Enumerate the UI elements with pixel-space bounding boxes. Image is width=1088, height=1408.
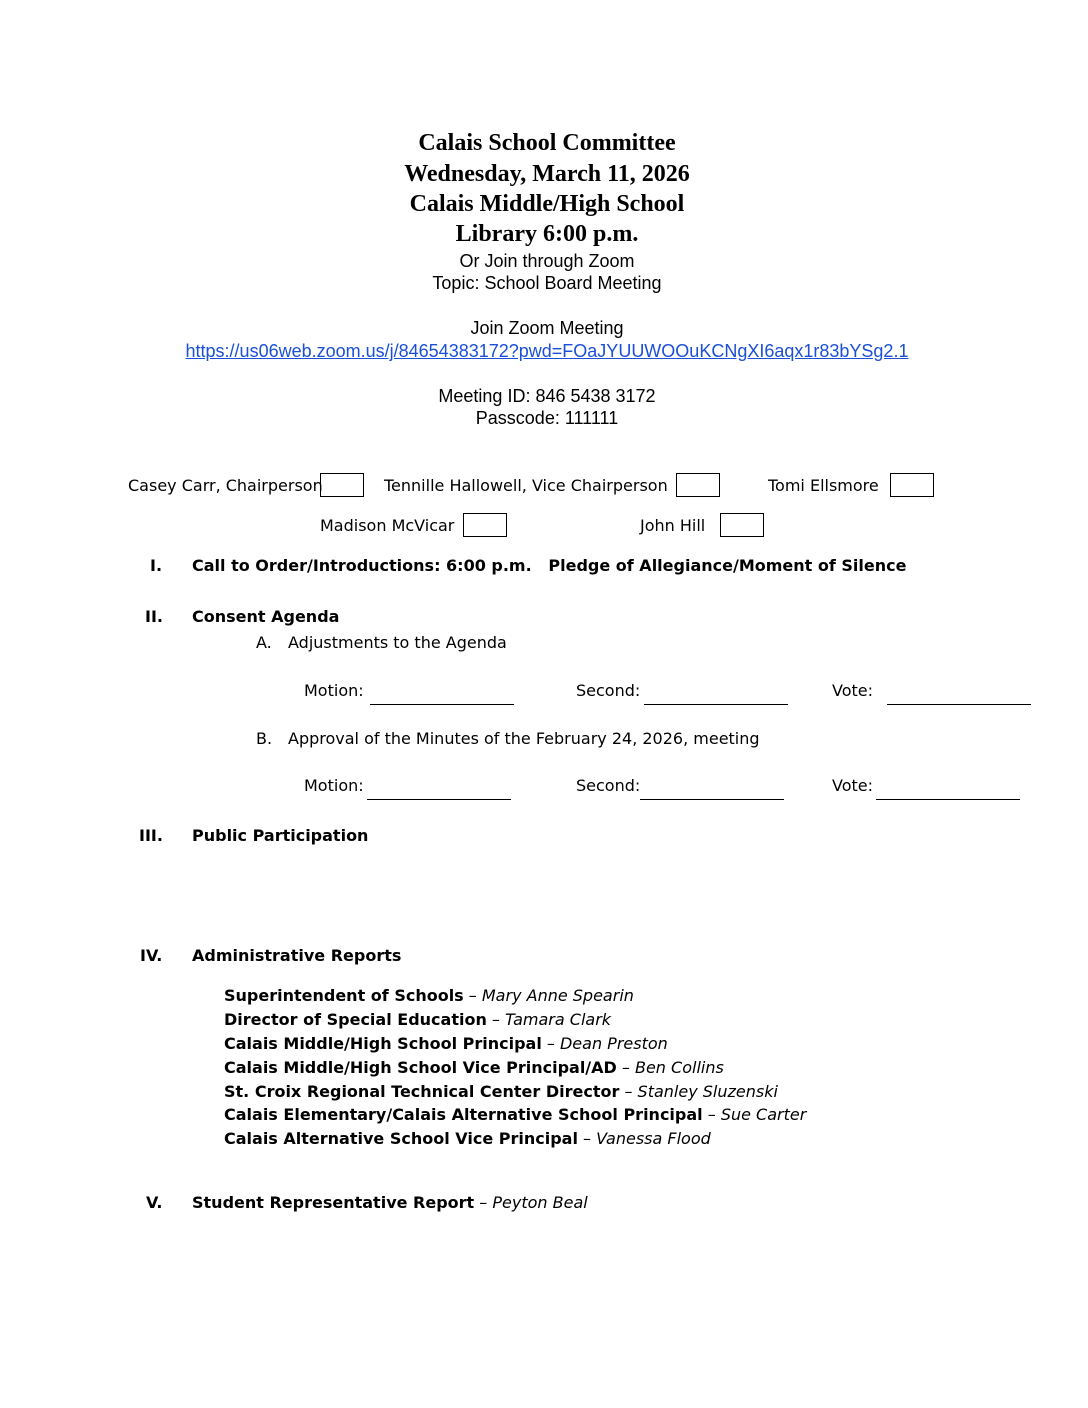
attendance-checkbox[interactable] xyxy=(890,473,934,497)
zoom-link-row xyxy=(0,340,1088,362)
agenda-number: II. xyxy=(145,607,163,626)
report-line: Calais Middle/High School Principal – Dean Preston xyxy=(224,1034,668,1053)
attendance-checkbox[interactable] xyxy=(320,473,364,497)
report-line: Calais Middle/High School Vice Principal/AD – Ben Collins xyxy=(224,1058,724,1077)
agenda-number: IV. xyxy=(140,946,163,965)
motion-label: Motion: xyxy=(304,681,364,700)
sub-item-adjustments: Adjustments to the Agenda xyxy=(288,633,507,652)
attendee-name: Madison McVicar xyxy=(320,516,455,535)
report-line: Calais Elementary/Calais Alternative School Principal – Sue Carter xyxy=(224,1105,807,1124)
second-label: Second: xyxy=(576,681,641,700)
vote-label: Vote: xyxy=(832,776,873,795)
passcode: Passcode: 111111 xyxy=(475,408,619,428)
meeting-room-time: Library 6:00 p.m. xyxy=(455,221,639,247)
attendance-checkbox[interactable] xyxy=(463,513,507,537)
meeting-date: Wednesday, March 11, 2026 xyxy=(404,161,690,187)
second-blank-line xyxy=(640,799,784,800)
second-blank-line xyxy=(644,704,788,705)
attendee-name: John Hill xyxy=(640,516,706,535)
sub-letter: A. xyxy=(256,633,272,652)
committee-title: Calais School Committee xyxy=(418,130,676,156)
agenda-number: III. xyxy=(139,826,163,845)
attendee-name: Tomi Ellsmore xyxy=(768,476,879,495)
agenda-item-public-participation: Public Participation xyxy=(192,826,369,845)
agenda-item-admin-reports: Administrative Reports xyxy=(192,946,402,965)
attendee-name: Tennille Hallowell, Vice Chairperson xyxy=(384,476,668,495)
report-line: Superintendent of Schools – Mary Anne Spearin xyxy=(224,986,634,1005)
join-zoom-label: Join Zoom Meeting xyxy=(470,318,624,338)
report-line: Director of Special Education – Tamara Clark xyxy=(224,1010,612,1029)
sub-item-minutes: Approval of the Minutes of the February 24, 2026, meeting xyxy=(288,729,760,748)
agenda-number: V. xyxy=(146,1193,163,1212)
sub-letter: B. xyxy=(256,729,273,748)
vote-blank-line xyxy=(887,704,1031,705)
motion-blank-line xyxy=(367,799,511,800)
motion-label: Motion: xyxy=(304,776,364,795)
vote-label: Vote: xyxy=(832,681,873,700)
report-line: St. Croix Regional Technical Center Director – Stanley Sluzenski xyxy=(224,1082,778,1101)
report-line: Calais Alternative School Vice Principal – Vanessa Flood xyxy=(224,1129,711,1148)
zoom-link[interactable]: https://us06web.zoom.us/j/84654383172?pwd=FOaJYUUWOOuKCNgXI6aqx1r83bYSg2.1 xyxy=(185,341,909,361)
agenda-item-student-report: Student Representative Report – Peyton Beal xyxy=(192,1193,588,1212)
agenda-number: I. xyxy=(150,556,163,575)
second-label: Second: xyxy=(576,776,641,795)
attendee-name: Casey Carr, Chairperson xyxy=(128,476,323,495)
agenda-item-call-to-order: Call to Order/Introductions: 6:00 p.m. Pledge of Allegiance/Moment of Silence xyxy=(192,556,907,575)
zoom-option: Or Join through Zoom xyxy=(459,251,635,271)
attendance-checkbox[interactable] xyxy=(720,513,764,537)
meeting-location: Calais Middle/High School xyxy=(409,191,685,217)
vote-blank-line xyxy=(876,799,1020,800)
agenda-item-consent: Consent Agenda xyxy=(192,607,340,626)
meeting-id: Meeting ID: 846 5438 3172 xyxy=(438,386,656,406)
meeting-topic: Topic: School Board Meeting xyxy=(432,273,662,293)
motion-blank-line xyxy=(370,704,514,705)
attendance-checkbox[interactable] xyxy=(676,473,720,497)
